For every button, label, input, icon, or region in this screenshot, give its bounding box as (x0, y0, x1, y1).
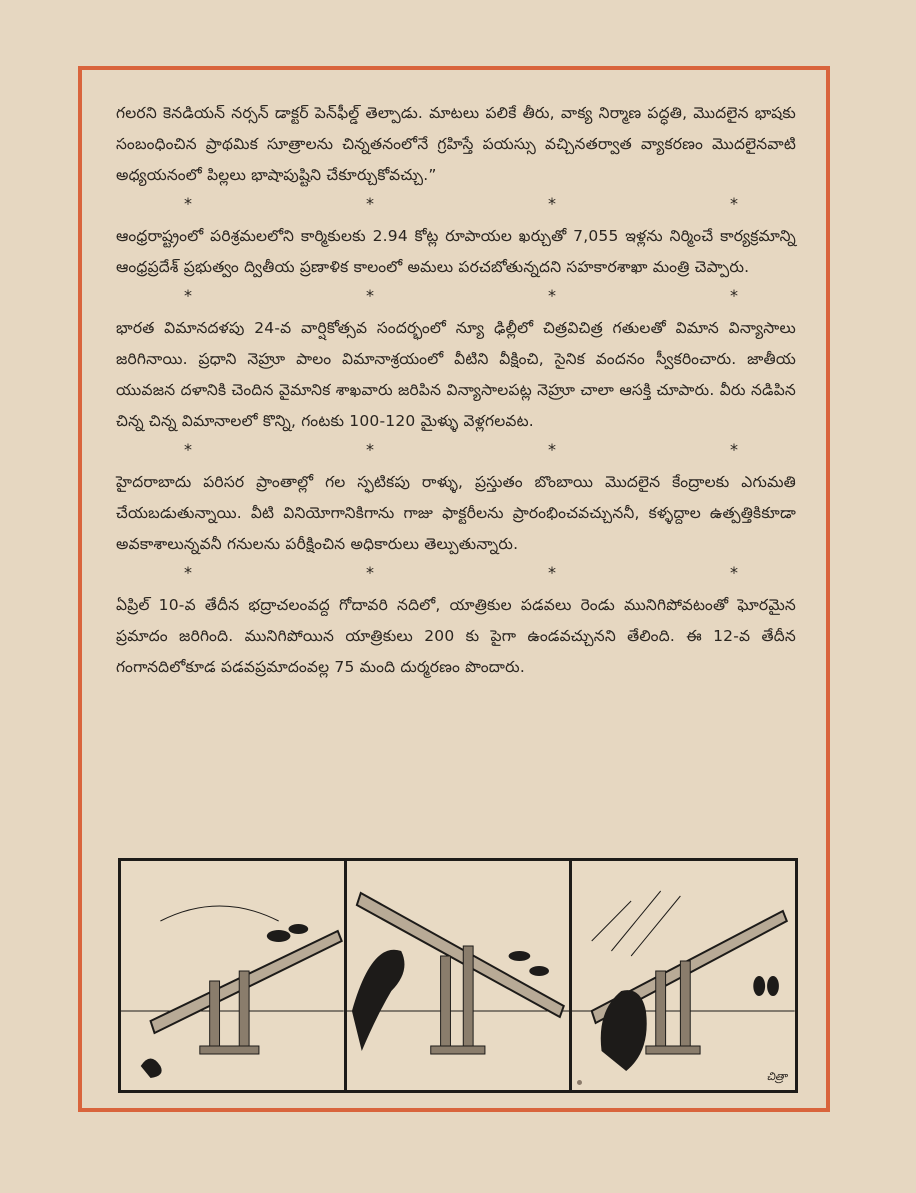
cartoon-panel-3 (572, 861, 795, 1090)
star: * (730, 286, 738, 305)
page-border (78, 66, 830, 1112)
paragraph-crystal-export: హైదరాబాదు పరిసర ప్రాంతాల్లో గల స్ఫటికపు రాళ్ళు, ప్రస్తుతం బొంబాయి మొదలైన కేంద్రాలకు ఎగుమతి చేయబడుతున్నాయి. వీటి వినియోగానికిగాను గాజు ఫాక్టరీలను ప్రారంభించవచ్చుననీ, కళ్ళద్దాల ఉత్పత్తికికూడా అవకాశాలున్నవనీ గనులను పరీక్షించిన అధికారులు తెల్పుతున్నారు. (116, 473, 796, 553)
seesaw-illustration (572, 861, 795, 1090)
star: * (366, 286, 374, 305)
cartoon-panel-1 (121, 861, 347, 1090)
star: * (366, 194, 374, 213)
star: * (730, 563, 738, 582)
seesaw-illustration (347, 861, 570, 1090)
star: * (184, 286, 192, 305)
cartoon-panel-2 (347, 861, 573, 1090)
star: * (184, 563, 192, 582)
star: * (730, 194, 738, 213)
cartoon-strip (118, 858, 798, 1093)
article-body (116, 98, 796, 683)
seesaw-illustration (121, 861, 344, 1090)
page-mark (577, 1080, 582, 1085)
separator (116, 193, 796, 217)
star: * (548, 194, 556, 213)
paragraph-boat-accident: ఏప్రిల్ 10-వ తేదీన భద్రాచలంవద్ద గోదావరి నదిలో, యాత్రికుల పడవలు రెండు మునిగిపోవటంతో ఘోరమైన ప్రమాదం జరిగింది. మునిగిపోయిన యాత్రికులు 200 కు పైగా ఉండవచ్చునని తేలింది. ఈ 12-వ తేదీన గంగానదిలోకూడ పడవప్రమాదంవల్ల 75 మంది దుర్మరణం పొందారు. (116, 596, 796, 676)
paragraph-speech-learning: గలరని కెనడియన్ నర్సన్ డాక్టర్ పెన్‌ఫీల్డ్ తెల్పాడు. మాటలు పలికే తీరు, వాక్య నిర్మాణ పద్ధతి, మొదలైన భాషకు సంబంధించిన ప్రాథమిక సూత్రాలను చిన్నతనంలోనే గ్రహిస్తే పయస్సు వచ్చినతర్వాత వ్యాకరణం మొదలైనవాటి అధ్యయనంలో పిల్లలు భాషాపుష్టిని చేకూర్చుకోవచ్చు.” (116, 104, 796, 184)
star: * (548, 563, 556, 582)
star: * (184, 440, 192, 459)
paragraph-housing: ఆంధ్రరాష్ట్రంలో పరిశ్రమలలోని కార్మికులకు 2.94 కోట్ల రూపాయల ఖర్చుతో 7,055 ఇళ్లను నిర్మించే కార్యక్రమాన్ని ఆంధ్రప్రదేశ్ ప్రభుత్వం ద్వితీయ ప్రణాళిక కాలంలో అమలు పరచబోతున్నదని సహకారశాఖా మంత్రి చెప్పారు. (116, 227, 796, 276)
separator (116, 285, 796, 309)
star: * (184, 194, 192, 213)
star: * (548, 286, 556, 305)
star: * (730, 440, 738, 459)
artist-signature: చిత్రా (766, 1070, 788, 1083)
separator (116, 439, 796, 463)
star: * (548, 440, 556, 459)
star: * (366, 563, 374, 582)
paragraph-air-force: భారత విమానదళపు 24-వ వార్షికోత్సవ సందర్భంలో న్యూ ఢిల్లీలో చిత్రవిచిత్ర గతులతో విమాన విన్యాసాలు జరిగినాయి. ప్రధాని నెహ్రూ పాలం విమానాశ్రయంలో వీటిని వీక్షించి, సైనిక వందనం స్వీకరించారు. జాతీయ యువజన దళానికి చెందిన వైమానిక శాఖవారు జరిపిన విన్యాసాలపట్ల నెహ్రూ చాలా ఆసక్తి చూపారు. వీరు నడిపిన చిన్న చిన్న విమానాలలో కొన్ని, గంటకు 100-120 మైళ్ళు వెళ్లగలవట. (116, 319, 796, 430)
star: * (366, 440, 374, 459)
separator (116, 562, 796, 586)
